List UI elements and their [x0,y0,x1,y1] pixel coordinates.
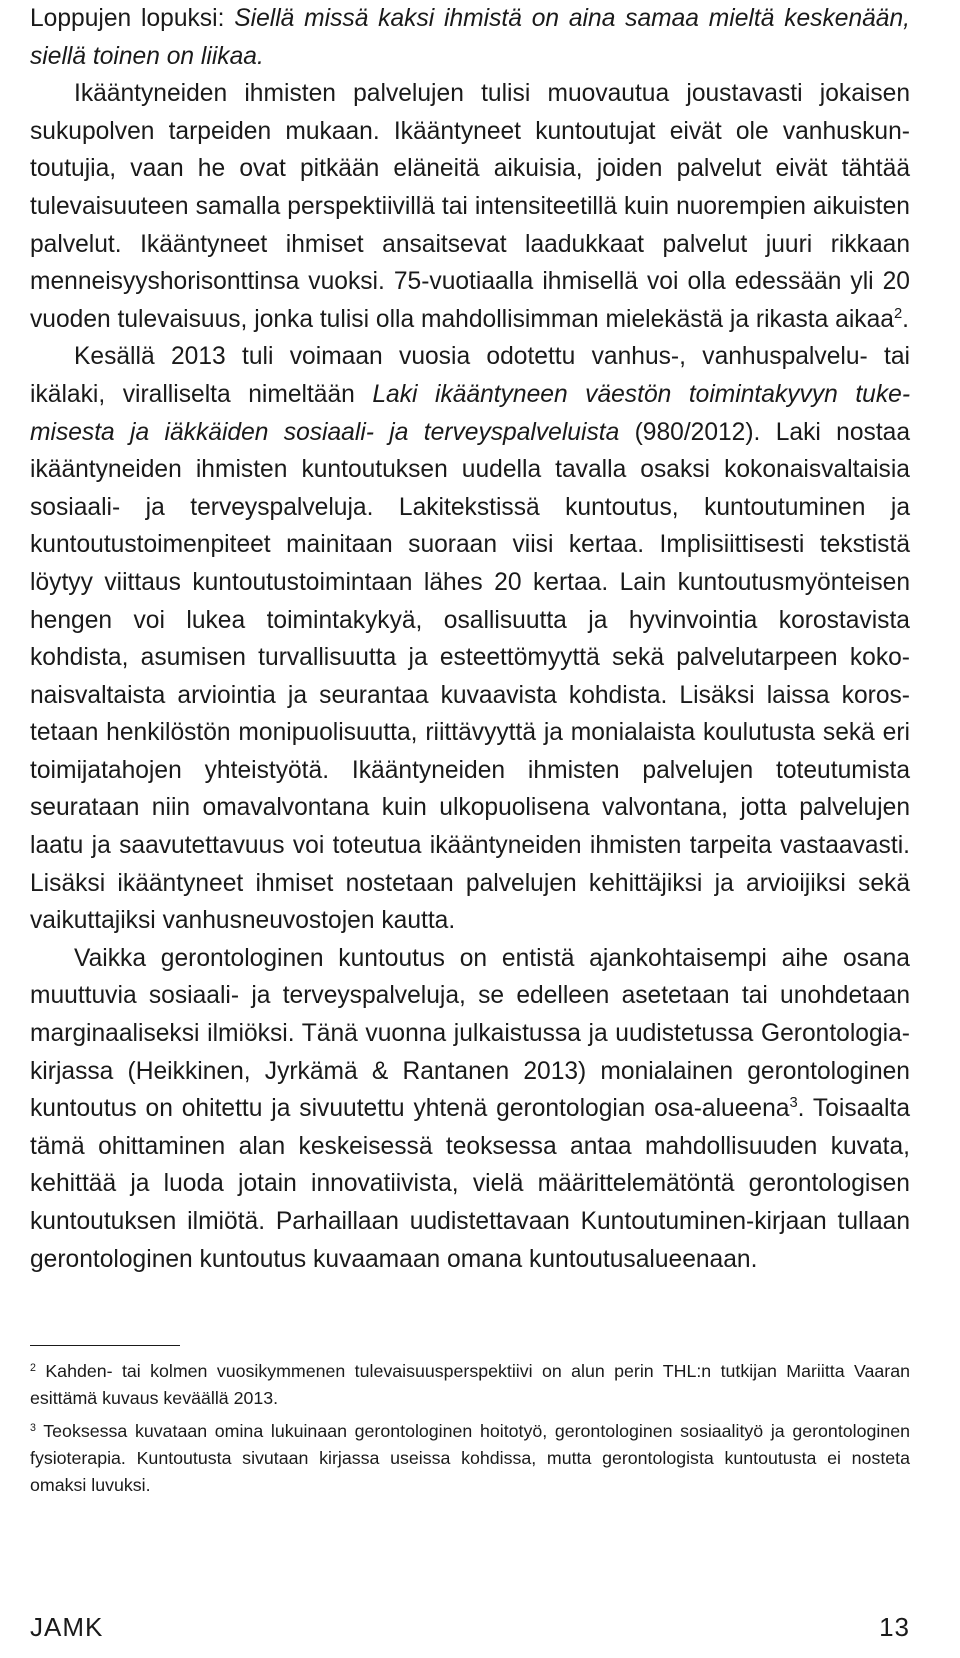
paragraph-gerontology-text-b: . Toisaalta tämä ohittaminen alan keskeisessä teoksessa antaa mahdollisuuden kuvata, kehittää ja luoda jotain innovatiivista, vielä määrittelemätöntä gerontologisen kuntoutuksen ilmiötä. Parhaillaan uudistettavaan Kuntoutuminen-kirjaan tullaan gerontologinen kuntoutus kuvaamaan omana kuntoutusalueenaan. [30,1095,910,1273]
footnote-ref-2[interactable]: 2 [893,305,903,322]
paragraph-law-text-a: Kesällä 2013 tuli voimaan vuosia odotettu vanhus-, vanhuspalvelu- tai ikälaki, viralliselta nimeltään [30,343,910,408]
footnote-divider [30,1345,180,1346]
publisher-name: JAMK [30,1612,104,1642]
paragraph-services [30,75,910,338]
footnote-marker-2: 2 [30,1361,36,1374]
law-title: Laki ikääntyneen väestön toimintakyvyn tukemisesta ja iäkkäiden sosiaali- ja terveyspalveluista [30,380,911,446]
paragraph-gerontology [30,940,910,1278]
footnote-ref-3[interactable]: 3 [789,1095,798,1112]
footnote-3 [30,1418,910,1499]
paragraph-services-text: Ikääntyneiden ihmisten palvelujen tulisi muovautua joustavasti jokaisen sukupolven tarpeiden mukaan. Ikääntyneet kuntoutujat eivät ole vanhuskuntoutujia, vaan he ovat pitkään eläneitä aikuisia, joiden palvelut eivät tähtää tulevaisuuteen samalla perspektiivillä tai intensiteetillä kuin nuorempien aikuisten palvelut. Ikääntyneet ihmiset ansaitsevat laadukkaat palvelut juuri rikkaan menneisyyshorisonttinsa vuoksi. 75-vuotiaalla ihmisellä voi olla edessään yli 20 vuoden tulevaisuus, jonka tulisi olla mahdollisimman mielekästä ja rikasta aikaa [30,80,910,333]
paragraph-closing-quote [30,0,910,75]
page-number: 13 [879,1612,910,1642]
quote-lead: Loppujen lopuksi: [30,5,235,32]
footnote-3-text: Teoksessa kuvataan omina lukuinaan gerontologinen hoitotyö, gerontologinen sosiaalityö ja gerontologinen fysioterapia. Kuntoutusta sivutaan kirjassa useissa kohdissa, mutta gerontologista kuntoutusta ei nosteta omaksi luvuksi. [30,1421,910,1495]
paragraph-services-end: . [902,305,910,333]
paragraph-gerontology-text-a: Vaikka gerontologinen kuntoutus on entistä ajankohtaisempi aihe osana muuttuvia sosiaali- ja terveyspalveluja, se edelleen asetetaan tai unohdetaan marginaaliseksi ilmiöksi. Tänä vuonna julkaistussa ja uudistetussa Gerontologia-kirjassa (Heikkinen, Jyrkämä & Rantanen 2013) monialainen gerontologinen kuntoutus on ohitettu ja sivuutettu yhtenä gerontologian osa-alueena [30,944,910,1123]
paragraph-elderly-law [30,338,910,940]
body-text [30,0,910,1278]
paragraph-law-text-b: (980/2012). Laki nostaa ikääntyneiden ihmisten kuntoutuksen uudella tavalla osaksi kokonaisvaltaisia sosiaali- ja terveyspalveluja. Lakitekstissä kuntoutus, kuntoutuminen ja kuntoutustoimenpiteet mainitaan suoraan viisi kertaa. Implisiittisesti tekstistä löytyy viittaus kuntoutustoimintaan lähes 20 kertaa. Lain kuntoutusmyönteisen hengen voi lukea toimintakykyä, osallisuutta ja hyvinvointia korostavista kohdista, asumisen turvallisuutta ja esteettömyyttä sekä palvelutarpeen kokonaisvaltaista arviointia ja seurantaa kuvaavista kohdista. Lisäksi laissa korostetaan henkilöstön monipuolisuutta, riittävyyttä ja monialaista koulutusta sekä eri toimijatahojen yhteistyötä. Ikääntyneiden ihmisten palvelujen toteutumista seurataan niin omavalvontana kuin ulkopuolisena valvontana, jotta palvelujen laatu ja saavutettavuus voi toteutua ikääntyneiden ihmisten tarpeita vastaavasti. Lisäksi ikääntyneet ihmiset nostetaan palvelujen kehittäjiksi ja arvioijiksi sekä vaikuttajiksi vanhusneuvostojen kautta. [30,418,911,935]
quote-text: Siellä missä kaksi ihmistä on aina samaa mieltä keskenään, siellä toinen on liikaa. [30,5,910,70]
footnote-marker-3: 3 [30,1421,36,1434]
footnotes [30,1358,910,1505]
footnote-2 [30,1358,910,1412]
footnote-2-text: Kahden- tai kolmen vuosikymmenen tulevaisuusperspektiivi on alun perin THL:n tutkijan Mariitta Vaaran esittämä kuvaus keväällä 2013. [30,1361,910,1408]
page-footer [30,1612,910,1652]
